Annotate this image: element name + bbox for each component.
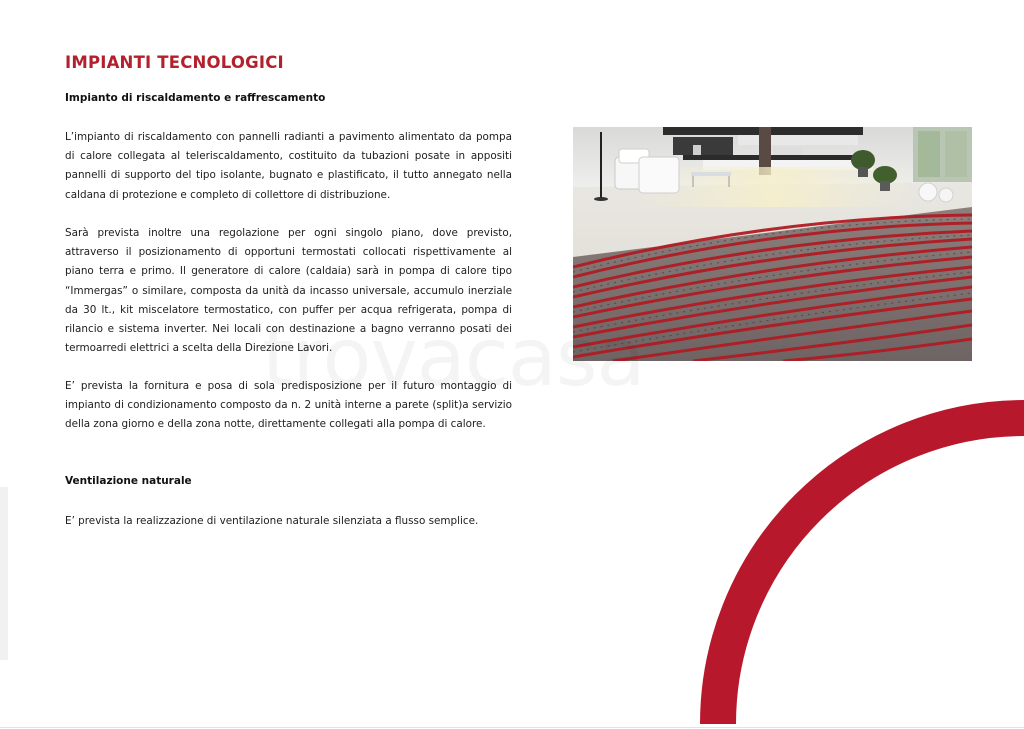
- left-edge-strip: [0, 487, 8, 660]
- watermark: [262, 318, 645, 398]
- heating-heading: Impianto di riscaldamento e raffrescamento: [65, 92, 326, 104]
- page-title: IMPIANTI TECNOLOGICI: [65, 53, 284, 72]
- page-header: [65, 52, 513, 74]
- ventilation-heading: Ventilazione naturale: [65, 475, 192, 487]
- heating-paragraph-3: E’ prevista la fornitura e posa di sola predisposizione per il futuro montaggio di impianto di condizionamento composto da n. 2 unità interne a parete (split)a servizio della zona giorno e della zona notte, direttamente collegati alla pompa di calore.: [65, 380, 512, 431]
- heating-paragraph-2: Sarà prevista inoltre una regolazione per ogni singolo piano, dove previsto, attraverso il posizionamento di opportuni termostati collocati rispettivamente al piano terra e primo. Il generatore di calore (caldaia) sarà in pompa di calore tipo “Immergas” o similare, composta da unità da incasso universale, accumulo inerziale da 30 lt., kit miscelatore termostatico, con puffer per acqua refrigerata, pompa di rilancio e sistema inverter. Nei locali con destinazione a bagno verranno posati dei termoarredi elettrici a scelta della Direzione Lavori.: [65, 227, 512, 355]
- red-arc-decoration: [700, 400, 1024, 729]
- ventilation-paragraph: E’ prevista la realizzazione di ventilazione naturale silenziata a flusso semplice.: [65, 515, 479, 527]
- heating-paragraph-1: L’impianto di riscaldamento con pannelli radianti a pavimento alimentato da pompa di calore collegata al teleriscaldamento, costituito da tubazioni posate in appositi pannelli di supporto del tipo isolante, bugnato e plastificato, il tutto annegato nella caldana di protezione e completo di collettore di distribuzione.: [65, 131, 512, 201]
